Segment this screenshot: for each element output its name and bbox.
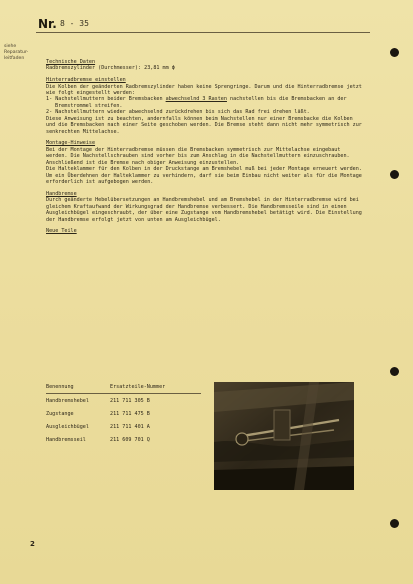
page-number: 2: [30, 540, 35, 548]
table-cell: 211 609 701 Q: [110, 436, 150, 443]
adjust-note: Diese Anweisung ist zu beachten, andernfalls können beim Nachstellen nur einer Bremsbacke die Kolben und die Bremsbacken nach einer Seite geschoben werden. Die Bremse steht dann nicht mehr symmetrisch zur senkrechten Mittelachse.: [46, 115, 362, 135]
binder-hole-icon: [390, 48, 399, 57]
heading-technical-data: Technische Daten: [46, 59, 96, 65]
handbrake-photo-image: [214, 382, 354, 490]
table-header-cell: Benennung: [46, 383, 74, 390]
handbrake-photo: [214, 382, 354, 490]
adjust-step-1: 1- Nachstellmuttern beider Bremsbacken abwechselnd 3 Rasten nachstellen bis die Bremsbacken an der Bremstrommel streifen.: [46, 96, 347, 109]
table-row: [46, 433, 201, 446]
heading-handbrake: Handbremse: [46, 190, 77, 197]
parts-table: [46, 380, 201, 446]
adjust-step-2: 2- Nachstellmuttern wieder abwechselnd zurückdrehen bis sich das Rad frei drehen läßt.: [46, 109, 310, 116]
side-note: siehe Reparatur- leitfaden: [4, 44, 29, 61]
table-cell: Zugstange: [46, 410, 74, 417]
table-cell: 211 711 475 B: [110, 410, 150, 417]
header-nr-label: Nr.: [38, 17, 57, 31]
binder-hole-icon: [390, 367, 399, 376]
table-header-cell: Ersatzteile-Nummer: [110, 383, 166, 390]
technical-data-line: Radbremszylinder (Durchmesser): 23,81 mm ϕ: [46, 65, 175, 72]
heading-assembly-notes: Montage-Hinweise: [46, 140, 96, 147]
assembly-paragraph-1: Bei der Montage der Hinterradbremse müssen die Bremsbacken symmetrisch zur Mittelachse eingebaut werden. Die Nachstellschrauben sind vorher bis zum Anschlag in die Nachstellmuttern einzuschrauben. Anschließend ist die Bremse nach obiger Anweisung einzustellen.: [46, 146, 350, 166]
table-cell: 211 711 305 B: [110, 397, 150, 404]
heading-adjust-brake: Hinterradbremse einstellen: [46, 77, 126, 84]
heading-new-parts: Neue Teile: [46, 228, 77, 235]
table-row: [46, 420, 201, 433]
table-cell: Handbremsseil: [46, 436, 86, 443]
table-cell: Handbremshebel: [46, 397, 89, 404]
header-rule: [36, 32, 370, 33]
table-row: [46, 394, 201, 407]
table-cell: Ausgleichbügel: [46, 423, 89, 430]
body-text: [46, 59, 364, 235]
binder-hole-icon: [390, 519, 399, 528]
adjust-intro: Die Kolben der geänderten Radbremszylinder haben keine Sprengringe. Darum und die Hinterradbremse jetzt wie folgt eingestellt werden:: [46, 83, 362, 96]
handbrake-paragraph: Durch geänderte Hebelübersetzungen an Handbremshebel und am Bremshebel in der Hinterradbremse wird bei gleichem Kraftaufwand der Wirkungsgrad der Handbremse verbessert. Die Handbremsseile sind in einen Ausgleichbügel eingeschraubt, der über eine Zugstange vom Handbremshebel betätigt wird. Die Einstellung der Handbremse erfolgt jetzt von unten am Ausgleichbügel.: [46, 197, 362, 223]
header-number: 8 - 35: [60, 19, 89, 28]
table-header-row: [46, 380, 201, 394]
table-cell: 211 711 401 A: [110, 423, 150, 430]
binder-hole-icon: [390, 170, 399, 179]
assembly-paragraph-2: Die Halteklammer für den Kolben in der Druckstange am Bremshebel muß bei jeder Montage erneuert werden. Um ein Überdehnen der Halteklammer zu verhindern, darf sie beim Einbau nicht weiter als für die Montage erforderlich ist aufgebogen werden.: [46, 166, 362, 186]
table-row: [46, 407, 201, 420]
